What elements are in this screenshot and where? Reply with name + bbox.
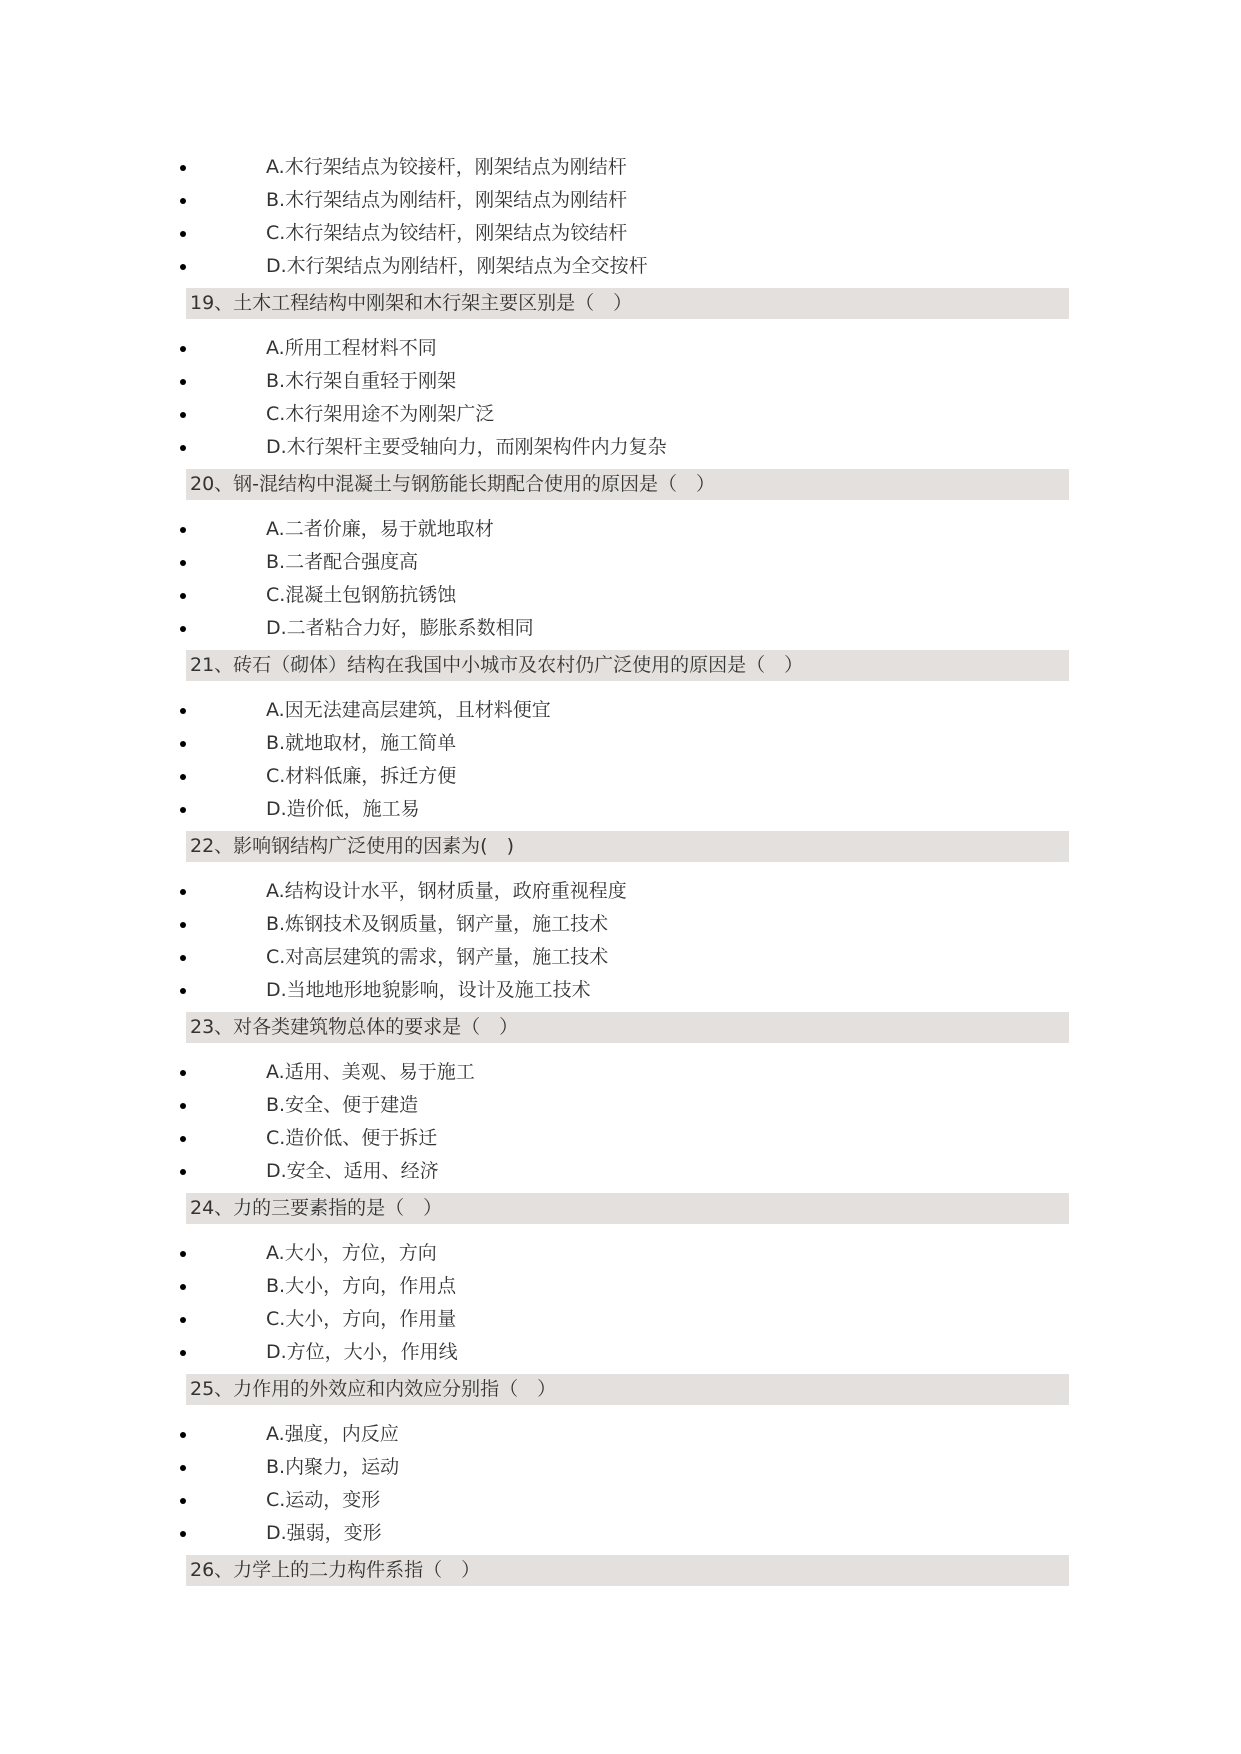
intro-option-list xyxy=(0,151,1241,283)
bullet-icon xyxy=(180,774,186,780)
option-text: A.因无法建高层建筑，且材料便宜 xyxy=(266,699,551,721)
question-heading-20: 20、钢-混结构中混凝土与钢筋能长期配合使用的原因是（ ） xyxy=(186,469,1069,500)
option-text: A.所用工程材料不同 xyxy=(266,337,437,359)
question-content xyxy=(0,151,1241,1586)
question-heading-25: 25、力作用的外效应和内效应分别指（ ） xyxy=(186,1374,1069,1405)
option-item xyxy=(0,1270,1241,1303)
option-item xyxy=(0,398,1241,431)
option-item xyxy=(0,760,1241,793)
bullet-icon xyxy=(180,346,186,352)
question-heading-23: 23、对各类建筑物总体的要求是（ ） xyxy=(186,1012,1069,1043)
question-heading-22: 22、影响钢结构广泛使用的因素为( ) xyxy=(186,831,1069,862)
option-text: B.木行架结点为刚结杆，刚架结点为刚结杆 xyxy=(266,189,628,211)
bullet-icon xyxy=(180,889,186,895)
option-item xyxy=(0,1056,1241,1089)
bullet-icon xyxy=(180,741,186,747)
option-text: D.强弱，变形 xyxy=(266,1522,382,1544)
option-text: D.造价低，施工易 xyxy=(266,798,420,820)
bullet-icon xyxy=(180,708,186,714)
bullet-icon xyxy=(180,165,186,171)
option-text: B.大小，方向，作用点 xyxy=(266,1275,457,1297)
option-item xyxy=(0,1336,1241,1369)
option-text: B.二者配合强度高 xyxy=(266,551,419,573)
option-text: A.木行架结点为铰接杆，刚架结点为刚结杆 xyxy=(266,156,627,178)
bullet-icon xyxy=(180,412,186,418)
option-item xyxy=(0,727,1241,760)
bullet-icon xyxy=(180,1136,186,1142)
option-text: C.运动，变形 xyxy=(266,1489,381,1511)
bullet-icon xyxy=(180,922,186,928)
option-text: D.当地地形地貌影响，设计及施工技术 xyxy=(266,979,591,1001)
option-text: B.木行架自重轻于刚架 xyxy=(266,370,457,392)
option-item xyxy=(0,365,1241,398)
bullet-icon xyxy=(180,560,186,566)
option-item xyxy=(0,1517,1241,1550)
option-item xyxy=(0,513,1241,546)
bullet-icon xyxy=(180,1251,186,1257)
option-text: B.就地取材，施工简单 xyxy=(266,732,457,754)
option-item xyxy=(0,250,1241,283)
bullet-icon xyxy=(180,231,186,237)
option-text: A.适用、美观、易于施工 xyxy=(266,1061,475,1083)
question-heading-26: 26、力学上的二力构件系指（ ） xyxy=(186,1555,1069,1586)
option-text: A.结构设计水平，钢材质量，政府重视程度 xyxy=(266,880,627,902)
option-item xyxy=(0,1418,1241,1451)
option-item xyxy=(0,694,1241,727)
option-list-25 xyxy=(0,1418,1241,1550)
option-text: C.木行架用途不为刚架广泛 xyxy=(266,403,495,425)
option-item xyxy=(0,1303,1241,1336)
bullet-icon xyxy=(180,1498,186,1504)
option-item xyxy=(0,1122,1241,1155)
bullet-icon xyxy=(180,1432,186,1438)
bullet-icon xyxy=(180,626,186,632)
option-text: C.大小，方向，作用量 xyxy=(266,1308,457,1330)
option-item xyxy=(0,908,1241,941)
option-item xyxy=(0,332,1241,365)
bullet-icon xyxy=(180,1465,186,1471)
bullet-icon xyxy=(180,1350,186,1356)
option-list-21 xyxy=(0,694,1241,826)
bullet-icon xyxy=(180,1103,186,1109)
bullet-icon xyxy=(180,1070,186,1076)
bullet-icon xyxy=(180,198,186,204)
option-text: B.安全、便于建造 xyxy=(266,1094,419,1116)
bullet-icon xyxy=(180,1531,186,1537)
question-heading-24: 24、力的三要素指的是（ ） xyxy=(186,1193,1069,1224)
bullet-icon xyxy=(180,527,186,533)
option-item xyxy=(0,217,1241,250)
option-item xyxy=(0,1089,1241,1122)
option-item xyxy=(0,184,1241,217)
option-text: C.对高层建筑的需求，钢产量，施工技术 xyxy=(266,946,609,968)
bullet-icon xyxy=(180,1169,186,1175)
option-item xyxy=(0,579,1241,612)
option-item xyxy=(0,431,1241,464)
bullet-icon xyxy=(180,264,186,270)
bullet-icon xyxy=(180,807,186,813)
option-text: C.木行架结点为铰结杆，刚架结点为铰结杆 xyxy=(266,222,628,244)
option-list-23 xyxy=(0,1056,1241,1188)
option-text: A.大小，方位，方向 xyxy=(266,1242,437,1264)
option-item xyxy=(0,546,1241,579)
option-list-19 xyxy=(0,332,1241,464)
option-item xyxy=(0,941,1241,974)
option-text: D.二者粘合力好，膨胀系数相同 xyxy=(266,617,534,639)
question-heading-19: 19、土木工程结构中刚架和木行架主要区别是（ ） xyxy=(186,288,1069,319)
option-text: D.木行架结点为刚结杆，刚架结点为全交按杆 xyxy=(266,255,648,277)
option-item xyxy=(0,1451,1241,1484)
option-item xyxy=(0,151,1241,184)
option-item xyxy=(0,1155,1241,1188)
bullet-icon xyxy=(180,1284,186,1290)
option-list-22 xyxy=(0,875,1241,1007)
option-list-24 xyxy=(0,1237,1241,1369)
option-text: C.混凝土包钢筋抗锈蚀 xyxy=(266,584,457,606)
bullet-icon xyxy=(180,379,186,385)
option-text: C.造价低、便于拆迁 xyxy=(266,1127,438,1149)
option-text: A.二者价廉，易于就地取材 xyxy=(266,518,494,540)
option-text: B.炼钢技术及钢质量，钢产量，施工技术 xyxy=(266,913,609,935)
option-item xyxy=(0,875,1241,908)
bullet-icon xyxy=(180,445,186,451)
option-text: D.安全、适用、经济 xyxy=(266,1160,439,1182)
bullet-icon xyxy=(180,593,186,599)
option-item xyxy=(0,793,1241,826)
question-heading-21: 21、砖石（砌体）结构在我国中小城市及农村仍广泛使用的原因是（ ） xyxy=(186,650,1069,681)
option-item xyxy=(0,612,1241,645)
option-item xyxy=(0,1237,1241,1270)
option-text: A.强度，内反应 xyxy=(266,1423,399,1445)
option-text: B.内聚力，运动 xyxy=(266,1456,400,1478)
option-text: C.材料低廉，拆迁方便 xyxy=(266,765,457,787)
bullet-icon xyxy=(180,988,186,994)
option-text: D.木行架杆主要受轴向力，而刚架构件内力复杂 xyxy=(266,436,667,458)
bullet-icon xyxy=(180,1317,186,1323)
option-text: D.方位，大小，作用线 xyxy=(266,1341,458,1363)
option-item xyxy=(0,974,1241,1007)
option-list-20 xyxy=(0,513,1241,645)
option-item xyxy=(0,1484,1241,1517)
bullet-icon xyxy=(180,955,186,961)
